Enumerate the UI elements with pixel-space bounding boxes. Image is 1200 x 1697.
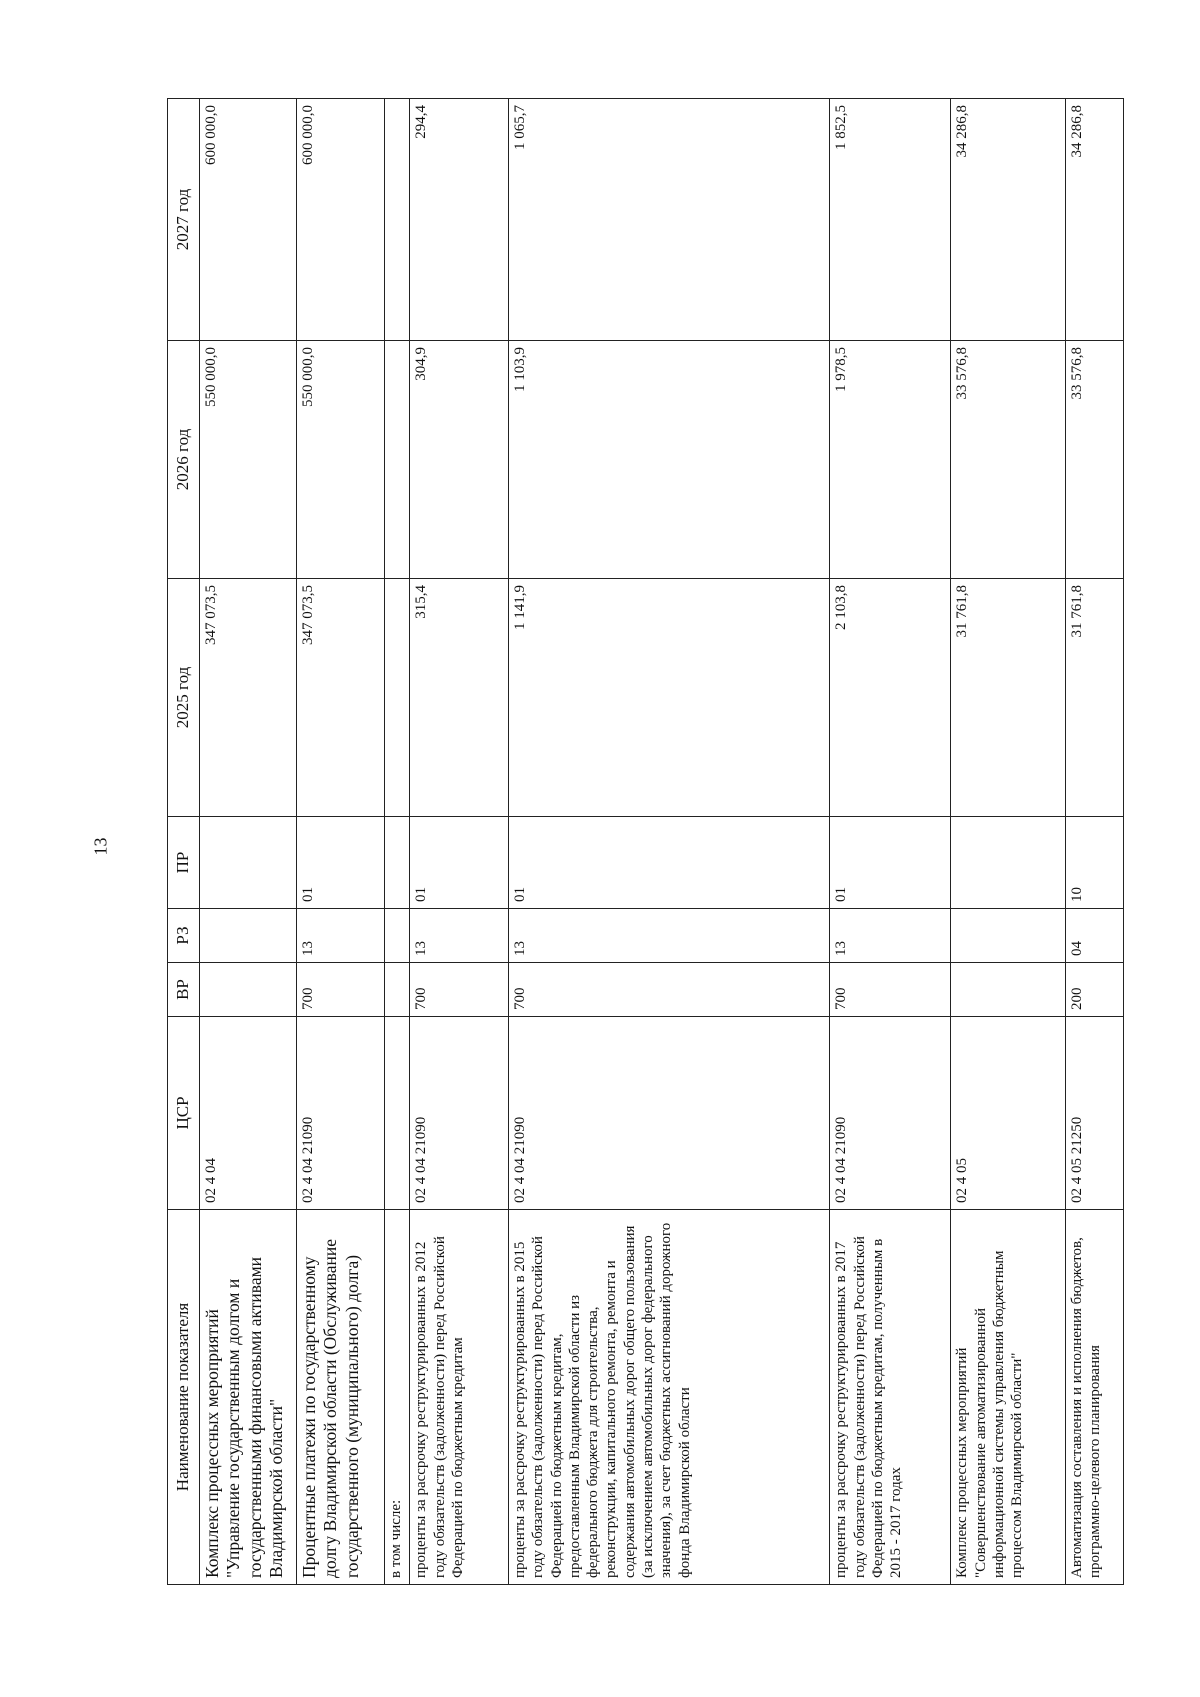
row-rz: 04 <box>1066 909 1124 963</box>
header-csr: ЦСР <box>168 1017 200 1210</box>
row-2027: 600 000,0 <box>296 99 384 341</box>
row-rz <box>951 909 1066 963</box>
row-2025: 2 103,8 <box>830 579 951 817</box>
row-csr: 02 4 05 <box>951 1017 1066 1210</box>
table-row <box>384 99 410 1585</box>
row-name: проценты за рассрочку реструктурированных в 2015 году обязательств (задолженности) перед Российской Федерацией по бюджетным кредитам, предоставленным Владимирской области из федерального бюджета для строительства, реконструкции, капитального ремонта, ремонта и содержания автомобильных дорог общего пользования (за исключением автомобильных дорог федерального значения), за счет бюджетных ассигнований дорожного фонда Владимирской области <box>508 1210 829 1585</box>
row-2026 <box>384 341 410 579</box>
rotated-page-content <box>167 99 1124 1585</box>
row-2026: 550 000,0 <box>296 341 384 579</box>
table-row <box>830 99 951 1585</box>
row-name: проценты за рассрочку реструктурированных в 2012 году обязательств (задолженности) перед Российской Федерацией по бюджетным кредитам <box>410 1210 509 1585</box>
row-csr: 02 4 05 21250 <box>1066 1017 1124 1210</box>
row-vr <box>951 963 1066 1017</box>
header-rz: РЗ <box>168 909 200 963</box>
row-pr: 01 <box>830 817 951 909</box>
row-pr: 01 <box>296 817 384 909</box>
row-csr: 02 4 04 21090 <box>410 1017 509 1210</box>
row-vr: 700 <box>296 963 384 1017</box>
budget-table <box>167 98 1124 1585</box>
row-pr: 01 <box>508 817 829 909</box>
row-csr: 02 4 04 <box>200 1017 297 1210</box>
row-2026: 33 576,8 <box>951 341 1066 579</box>
header-2026: 2026 год <box>168 341 200 579</box>
row-2026: 304,9 <box>410 341 509 579</box>
row-pr: 01 <box>410 817 509 909</box>
row-pr <box>951 817 1066 909</box>
row-2027 <box>384 99 410 341</box>
row-pr <box>200 817 297 909</box>
row-2026: 33 576,8 <box>1066 341 1124 579</box>
row-2025: 31 761,8 <box>951 579 1066 817</box>
row-2026: 550 000,0 <box>200 341 297 579</box>
table-header-row <box>168 99 200 1585</box>
row-2027: 34 286,8 <box>1066 99 1124 341</box>
table-row <box>410 99 509 1585</box>
header-2025: 2025 год <box>168 579 200 817</box>
row-2027: 1 852,5 <box>830 99 951 341</box>
table-row <box>1066 99 1124 1585</box>
row-rz: 13 <box>296 909 384 963</box>
row-rz: 13 <box>830 909 951 963</box>
header-2027: 2027 год <box>168 99 200 341</box>
row-2027: 600 000,0 <box>200 99 297 341</box>
header-vr: ВР <box>168 963 200 1017</box>
row-rz: 13 <box>410 909 509 963</box>
row-rz <box>200 909 297 963</box>
row-rz: 13 <box>508 909 829 963</box>
row-name: проценты за рассрочку реструктурированных в 2017 году обязательств (задолженности) перед Российской Федерацией по бюджетным кредитам, полученным в 2015 - 2017 годах <box>830 1210 951 1585</box>
row-2025: 31 761,8 <box>1066 579 1124 817</box>
row-pr: 10 <box>1066 817 1124 909</box>
row-2027: 1 065,7 <box>508 99 829 341</box>
row-name: Процентные платежи по государственному долгу Владимирской области (Обслуживание государственного (муниципального) долга) <box>296 1210 384 1585</box>
row-vr: 200 <box>1066 963 1124 1017</box>
row-vr: 700 <box>830 963 951 1017</box>
row-csr: 02 4 04 21090 <box>508 1017 829 1210</box>
row-vr <box>200 963 297 1017</box>
row-vr: 700 <box>410 963 509 1017</box>
row-2025: 315,4 <box>410 579 509 817</box>
row-rz <box>384 909 410 963</box>
row-vr: 700 <box>508 963 829 1017</box>
row-pr <box>384 817 410 909</box>
row-2027: 34 286,8 <box>951 99 1066 341</box>
row-2025: 347 073,5 <box>296 579 384 817</box>
table-row <box>296 99 384 1585</box>
row-name: в том числе: <box>384 1210 410 1585</box>
row-vr <box>384 963 410 1017</box>
row-csr: 02 4 04 21090 <box>296 1017 384 1210</box>
header-name: Наименование показателя <box>168 1210 200 1585</box>
page-number: 13 <box>90 837 111 856</box>
row-csr: 02 4 04 21090 <box>830 1017 951 1210</box>
row-2025 <box>384 579 410 817</box>
row-name: Автоматизация составления и исполнения бюджетов, программно-целевого планирования <box>1066 1210 1124 1585</box>
row-2025: 347 073,5 <box>200 579 297 817</box>
row-2026: 1 978,5 <box>830 341 951 579</box>
table-row <box>200 99 297 1585</box>
row-csr <box>384 1017 410 1210</box>
row-2026: 1 103,9 <box>508 341 829 579</box>
table-row <box>508 99 829 1585</box>
header-pr: ПР <box>168 817 200 909</box>
row-2027: 294,4 <box>410 99 509 341</box>
row-2025: 1 141,9 <box>508 579 829 817</box>
table-row <box>951 99 1066 1585</box>
row-name: Комплекс процессных мероприятий "Совершенствование автоматизированной информационной системы управления бюджетным процессом Владимирской области" <box>951 1210 1066 1585</box>
row-name: Комплекс процессных мероприятий "Управление государственным долгом и государственными финансовыми активами Владимирской области" <box>200 1210 297 1585</box>
